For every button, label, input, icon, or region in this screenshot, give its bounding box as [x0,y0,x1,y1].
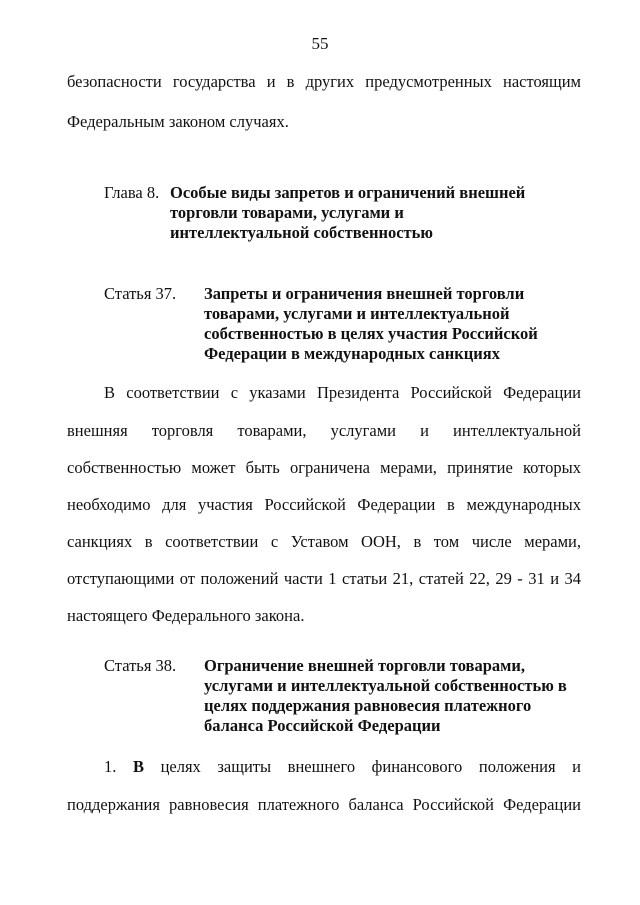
article-37-body-line: В соответствии с указами Президента Российской Федерации [104,383,581,402]
article-37-body-line: отступающими от положений части 1 статьи 21, статей 22, 29 - 31 и 34 [67,569,581,588]
paragraph-text: целях защиты внешнего финансового положения и [160,757,581,776]
intro-line-1: безопасности государства и в других предусмотренных настоящим [67,72,581,91]
chapter-title-line: интеллектуальной собственностью [170,223,433,242]
article-37-title-line: Федерации в международных санкциях [204,344,500,363]
article-37-body-line: собственностью может быть ограничена мерами, принятие которых [67,458,581,477]
article-38-para-1-line-1 [104,757,581,779]
article-38-title [204,656,567,736]
article-37-label: Статья 37. [104,284,177,303]
article-38-title-line: баланса Российской Федерации [204,716,441,735]
page-number: 55 [311,34,329,53]
article-38-label: Статья 38. [104,656,177,675]
article-38-title-line: целях поддержания равновесия платежного [204,696,532,715]
chapter-title [170,183,525,243]
article-37-body-line: внешняя торговля товарами, услугами и интеллектуальной [67,421,581,440]
chapter-label: Глава 8. [104,183,160,202]
chapter-title-line: торговли товарами, услугами и [170,203,404,222]
article-37-title-line: товарами, услугами и интеллектуальной [204,304,510,323]
article-38-title-line: услугами и интеллектуальной собственностью в [204,676,567,695]
paragraph-number: 1. [104,757,117,776]
article-37-title-line: Запреты и ограничения внешней торговли [204,284,525,303]
paragraph-first-word: В [132,757,144,776]
article-37-body-line: необходимо для участия Российской Федерации в международных [67,495,581,514]
article-37-title [204,284,538,364]
article-37-title-line: собственностью в целях участия Российской [204,324,538,343]
article-37-body-line: санкциях в соответствии с Уставом ООН, в том числе мерами, [67,532,581,551]
article-37-body-line: настоящего Федерального закона. [67,606,305,625]
intro-line-2: Федеральным законом случаях. [67,112,289,131]
article-38-para-1-line-2: поддержания равновесия платежного баланса Российской Федерации [67,795,581,814]
article-38-title-line: Ограничение внешней торговли товарами, [204,656,525,675]
chapter-title-line: Особые виды запретов и ограничений внешней [170,183,526,202]
